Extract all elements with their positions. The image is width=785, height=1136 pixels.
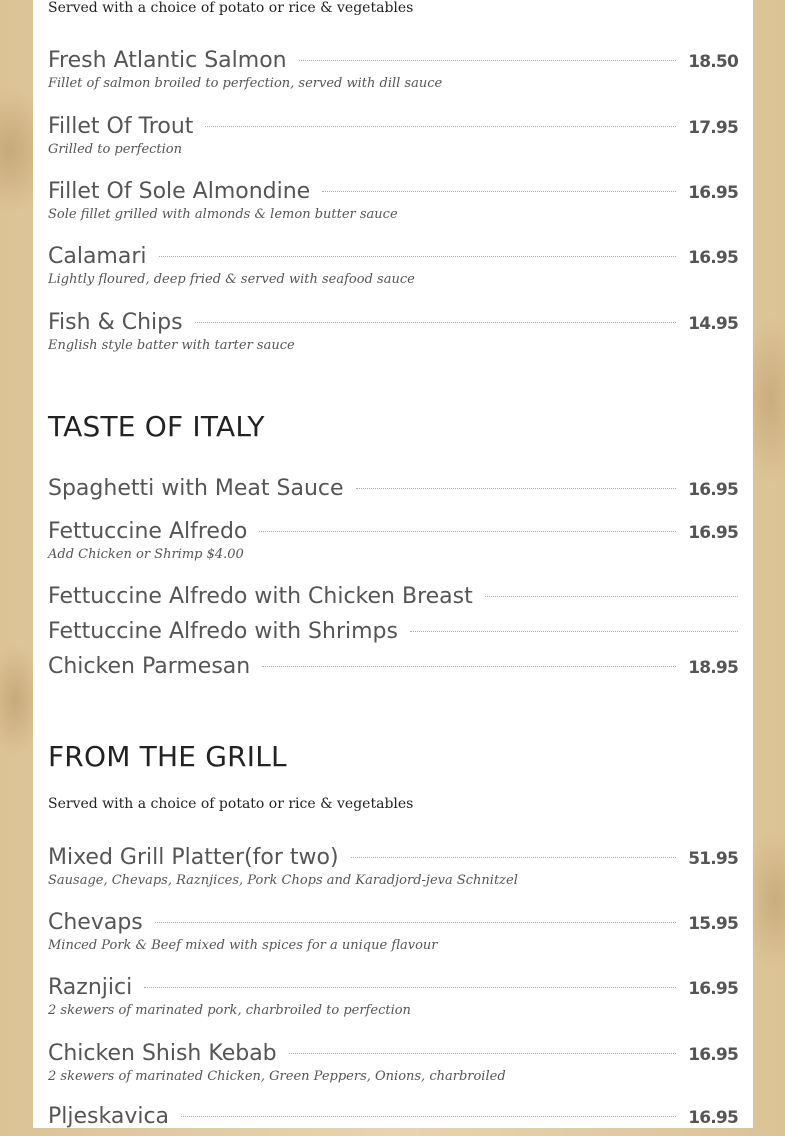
item-price: 18.95 [688, 658, 738, 678]
item-name: Mixed Grill Platter(for two) [48, 845, 339, 870]
menu-item [48, 48, 738, 91]
dot-leader [159, 256, 677, 257]
item-price: 16.95 [688, 979, 738, 999]
item-name: Fettuccine Alfredo [48, 519, 248, 544]
menu-item [48, 619, 738, 651]
item-description: Sausage, Chevaps, Raznjices, Pork Chops and Karadjord-jeva Schnitzel [48, 873, 518, 888]
dot-leader [322, 191, 676, 192]
dot-leader [155, 922, 676, 923]
menu-item [48, 244, 738, 287]
menu-item [48, 476, 738, 508]
item-description: 2 skewers of marinated pork, charbroiled to perfection [48, 1003, 411, 1018]
item-name: Spaghetti with Meat Sauce [48, 476, 344, 501]
menu-item [48, 1041, 738, 1084]
item-description: 2 skewers of marinated Chicken, Green Peppers, Onions, charbroiled [48, 1069, 506, 1084]
item-name: Fresh Atlantic Salmon [48, 48, 287, 73]
dot-leader [181, 1116, 676, 1117]
item-price: 51.95 [688, 849, 738, 869]
item-name: Fillet Of Sole Almondine [48, 179, 311, 204]
item-name: Fettuccine Alfredo with Chicken Breast [48, 584, 473, 609]
menu-item [48, 519, 738, 562]
dot-leader [485, 596, 738, 597]
item-price: 16.95 [688, 248, 738, 268]
section-title-italy: TASTE OF ITALY [48, 410, 265, 443]
menu-item [48, 910, 738, 953]
item-name: Calamari [48, 244, 147, 269]
menu-item [48, 310, 738, 353]
menu-item [48, 975, 738, 1018]
dot-leader [351, 857, 677, 858]
item-price: 18.50 [688, 52, 738, 72]
item-price: 17.95 [688, 118, 738, 138]
item-price: 14.95 [688, 314, 738, 334]
item-price: 16.95 [688, 523, 738, 543]
menu-item [48, 114, 738, 157]
menu-item [48, 1104, 738, 1136]
dot-leader [289, 1053, 677, 1054]
dot-leader [144, 987, 676, 988]
item-description: Minced Pork & Beef mixed with spices for a unique flavour [48, 938, 438, 953]
item-name: Chicken Parmesan [48, 654, 251, 679]
menu-panel [33, 0, 753, 1128]
menu-item [48, 584, 738, 616]
item-name: Chicken Shish Kebab [48, 1041, 277, 1066]
item-name: Fish & Chips [48, 310, 183, 335]
item-name: Raznjici [48, 975, 133, 1000]
menu-item [48, 654, 738, 686]
grill-note: Served with a choice of potato or rice & vegetables [48, 796, 414, 812]
item-description: Sole fillet grilled with almonds & lemon butter sauce [48, 207, 398, 222]
dot-leader [410, 631, 738, 632]
item-name: Chevaps [48, 910, 143, 935]
item-price: 16.95 [688, 183, 738, 203]
dot-leader [262, 666, 676, 667]
section-title-grill: FROM THE GRILL [48, 740, 287, 773]
item-price: 16.95 [688, 1108, 738, 1128]
item-name: Pljeskavica [48, 1104, 170, 1129]
dot-leader [205, 126, 676, 127]
menu-item [48, 179, 738, 222]
item-price: 16.95 [688, 480, 738, 500]
item-price: 16.95 [688, 1045, 738, 1065]
item-description: English style batter with tarter sauce [48, 338, 295, 353]
item-description: Grilled to perfection [48, 142, 182, 157]
item-description: Add Chicken or Shrimp $4.00 [48, 547, 244, 562]
dot-leader [195, 322, 677, 323]
dot-leader [299, 60, 677, 61]
dot-leader [356, 488, 677, 489]
item-description: Lightly floured, deep fried & served with seafood sauce [48, 272, 415, 287]
dot-leader [259, 531, 676, 532]
seafood-note: Served with a choice of potato or rice & vegetables [48, 0, 414, 16]
menu-item [48, 845, 738, 888]
item-price: 15.95 [688, 914, 738, 934]
item-description: Fillet of salmon broiled to perfection, served with dill sauce [48, 76, 443, 91]
item-name: Fettuccine Alfredo with Shrimps [48, 619, 398, 644]
item-name: Fillet Of Trout [48, 114, 194, 139]
